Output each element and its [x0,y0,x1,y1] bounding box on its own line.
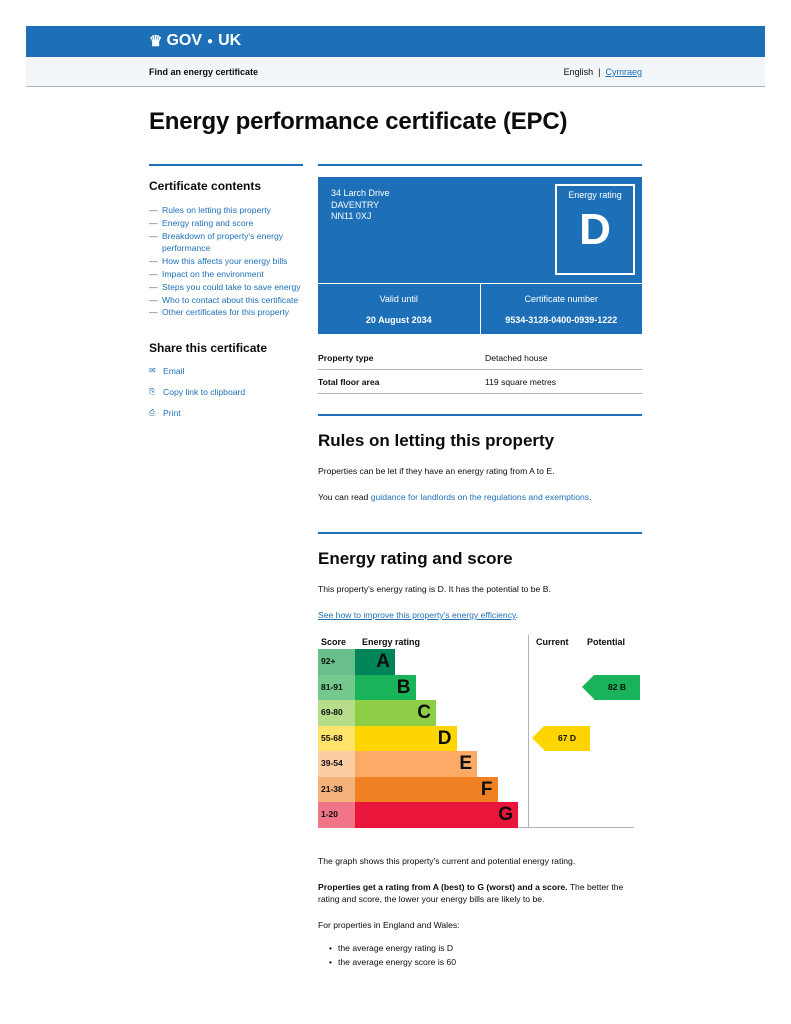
band-bar-d [355,726,457,752]
lang-separator: | [598,67,601,77]
sidebar [149,164,303,429]
band-bar-a [355,649,395,675]
contents-item-bills[interactable]: — How this affects your energy bills [149,255,303,268]
average-rating-item: • the average energy rating is D [318,942,642,956]
rules-paragraph-1: Properties can be let if they have an energy rating from A to E. [318,466,555,476]
property-type-row [318,346,642,370]
property-type-label: Property type [318,352,374,363]
band-score-d: 55-68 [318,726,355,752]
rating-band-e [318,751,477,777]
energy-rating-chart [318,635,642,835]
chart-divider-vertical [528,635,529,827]
language-switcher [564,67,642,77]
floor-area-row [318,370,642,394]
copy-link-label: Copy link to clipboard [163,387,246,398]
band-letter-a: A [376,651,390,672]
rules-p2-suffix: . [589,492,592,502]
chart-header-current: Current [536,637,569,647]
rating-band-f [318,777,498,803]
address-line-2: DAVENTRY [331,199,380,210]
rating-band-d [318,726,457,752]
energy-rating-box [555,184,635,275]
contents-item-breakdown[interactable]: — Breakdown of property's energy performance [149,230,303,256]
govuk-header [26,26,765,57]
energy-rating-letter: D [579,205,611,254]
chart-caption: The graph shows this property's current and potential energy rating. [318,856,576,866]
floor-area-label: Total floor area [318,376,380,387]
rating-band-c [318,700,436,726]
rules-p2-prefix: You can read [318,492,371,502]
share-title: Share this certificate [149,341,268,356]
chart-header-potential: Potential [587,637,626,647]
contents-item-environment[interactable]: — Impact on the environment [149,268,303,281]
band-bar-f [355,777,498,803]
valid-until-cell [318,284,480,334]
band-score-a: 92+ [318,649,355,675]
band-letter-b: B [396,676,411,698]
band-bar-e [355,751,477,777]
service-bar [26,57,765,87]
lang-current: English [563,67,594,77]
band-score-f: 21-38 [318,777,355,803]
valid-until-label: Valid until [379,294,418,304]
rules-heading: Rules on letting this property [318,431,555,450]
govuk-logo[interactable] [149,32,241,50]
logo-text-right: UK [218,32,242,49]
contents-item-other-certs[interactable]: — Other certificates for this property [149,306,303,319]
valid-until-value: 20 August 2034 [365,315,432,325]
band-score-b: 81-91 [318,675,355,701]
rating-explanation [318,881,642,905]
epc-summary-bottom [318,283,642,334]
property-address [331,188,390,223]
improve-link-paragraph [318,609,642,621]
contents-item-rules[interactable]: — Rules on letting this property [149,204,303,217]
printer-icon: ⎙ [149,408,156,418]
certificate-number-cell [480,284,643,334]
band-bar-g [355,802,518,828]
clipboard-icon: ⎘ [149,387,156,397]
logo-text-left: GOV [166,32,203,49]
certificate-number-label: Certificate number [524,294,599,304]
email-icon: ✉ [149,366,156,376]
band-letter-e: E [459,753,472,774]
band-letter-c: C [417,702,431,723]
average-score-item: • the average energy score is 60 [318,956,642,970]
rules-paragraph-2 [318,491,642,503]
service-name[interactable]: Find an energy certificate [149,67,259,77]
energy-heading: Energy rating and score [318,549,513,568]
chart-header-score: Score [321,637,347,647]
main-rule [318,164,642,166]
band-letter-f: F [480,778,493,800]
crown-icon: ♛ [149,33,163,50]
rating-band-a [318,649,395,675]
england-wales-intro: For properties in England and Wales: [318,920,460,930]
current-rating-arrow: 67 D [544,726,590,751]
property-details [318,346,642,394]
main-content [318,164,642,969]
epc-summary-box [318,177,642,334]
rating-explanation-rest: The better the rating and score, the lower your energy bills are likely to be. [318,882,624,904]
print-label: Print [163,408,181,419]
sidebar-rule [149,164,303,166]
copy-link-button[interactable] [149,387,303,397]
logo-dot: ● [207,35,214,47]
band-letter-d: D [437,727,452,749]
share-email-label: Email [163,366,185,377]
contents-list [149,204,303,319]
average-ratings-list [318,942,642,969]
band-score-g: 1-20 [318,802,355,828]
improve-efficiency-link[interactable]: See how to improve this property's energy efficiency [318,610,516,620]
certificate-number-value: 9534-3128-0400-0939-1222 [505,315,618,325]
share-email-link[interactable] [149,366,303,376]
rating-band-g [318,802,518,828]
band-bar-c [355,700,436,726]
contents-item-energy-rating[interactable]: — Energy rating and score [149,217,303,230]
contents-item-contact[interactable]: — Who to contact about this certificate [149,294,303,307]
potential-rating-arrow: 82 B [594,675,640,700]
page-title: Energy performance certificate (EPC) [149,108,568,135]
floor-area-value: 119 square metres [485,376,557,387]
energy-rating-label: Energy rating [568,190,622,200]
chart-header-rating: Energy rating [362,637,421,647]
lang-welsh-link[interactable]: Cymraeg [605,67,642,77]
band-bar-b [355,675,416,701]
band-score-c: 69-80 [318,700,355,726]
band-letter-g: G [498,804,513,825]
landlord-guidance-link[interactable]: guidance for landlords on the regulations and exemptions [370,492,590,502]
contents-title: Certificate contents [149,179,262,193]
rating-band-b [318,675,416,701]
address-line-1: 34 Larch Drive [331,188,390,198]
improve-link-suffix: . [515,610,519,620]
energy-paragraph-1: This property's energy rating is D. It has the potential to be B. [318,584,551,594]
rating-explanation-bold: Properties get a rating from A (best) to G (worst) and a score. [318,882,568,892]
band-score-e: 39-54 [318,751,355,777]
print-button[interactable] [149,408,303,418]
property-type-value: Detached house [485,352,548,363]
rules-section-rule [318,414,642,416]
address-line-3: NN11 0XJ [331,211,372,221]
contents-item-steps[interactable]: — Steps you could take to save energy [149,281,303,294]
epc-summary-top [318,177,642,283]
energy-section-rule [318,532,642,534]
